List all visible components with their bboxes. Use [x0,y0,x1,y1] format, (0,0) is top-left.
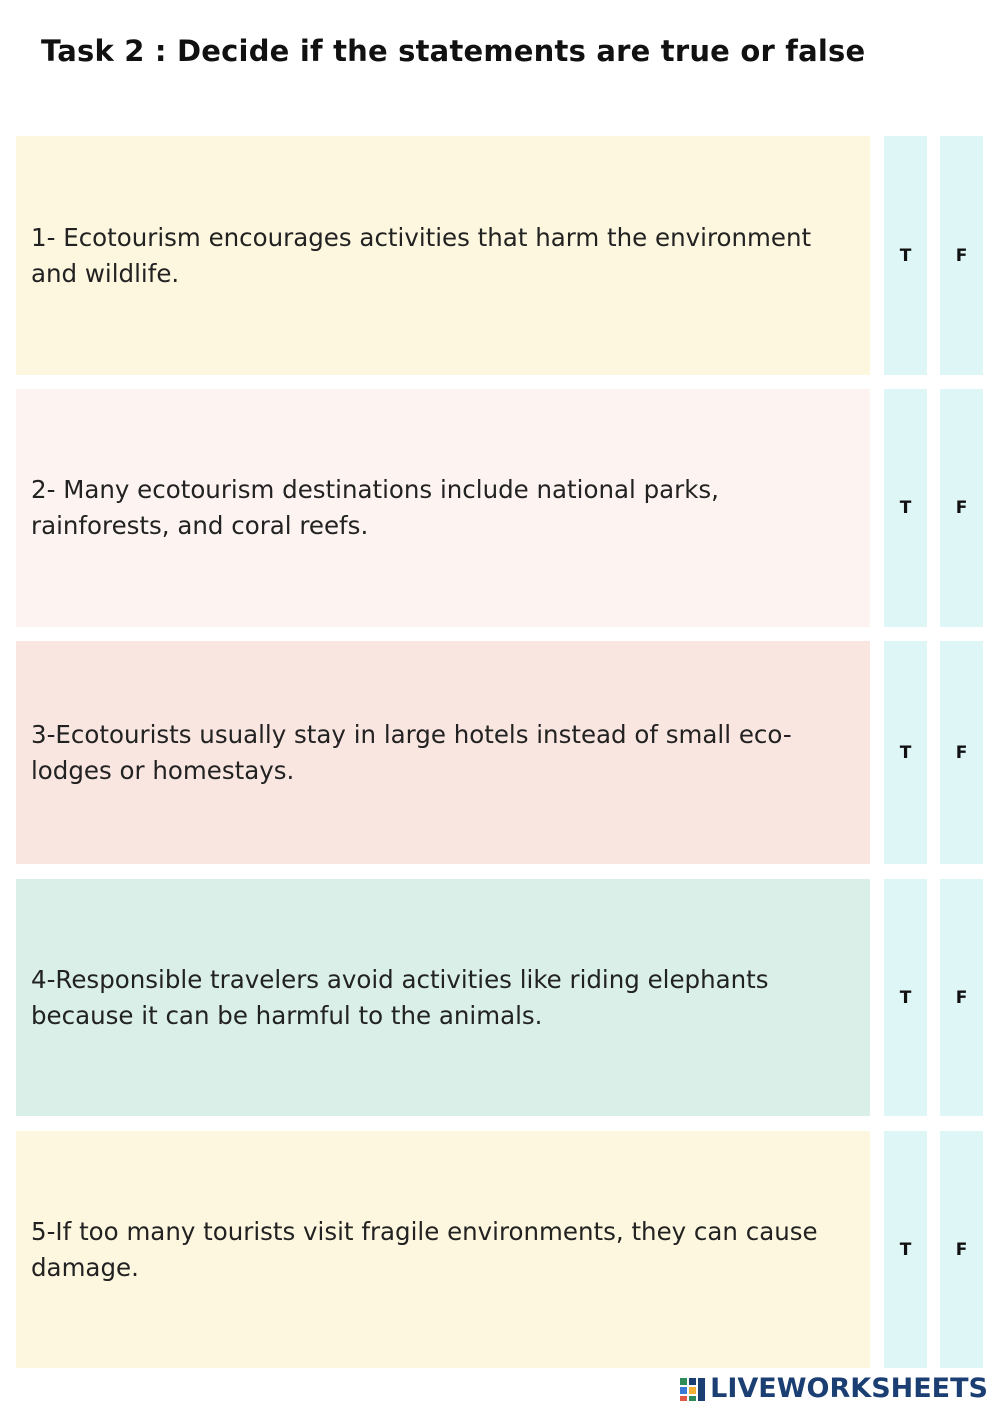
statement-3 [16,641,870,864]
statement-4-false-option[interactable]: F [940,879,983,1116]
statement-4-text: 4-Responsible travelers avoid activities like riding elephants because it can be harmful to the animals. [31,964,769,1030]
statement-2 [16,389,870,627]
statement-2-text: 2- Many ecotourism destinations include national parks, rainforests, and coral reefs. [31,475,719,540]
statement-5-text: 5-If too many tourists visit fragile environments, they can cause damage. [31,1216,818,1282]
page-title: Task 2 : Decide if the statements are true or false [41,34,866,68]
statement-1 [16,136,870,375]
liveworksheets-logo-icon [680,1376,706,1402]
liveworksheets-branding [680,1373,988,1404]
statement-5-false-option[interactable]: F [940,1131,983,1368]
statement-3-text: 3-Ecotourists usually stay in large hotels instead of small eco-lodges or homestays. [31,719,792,785]
statement-3-true-option[interactable]: T [884,641,927,864]
statement-2-true-option[interactable]: T [884,389,927,627]
statement-1-text: 1- Ecotourism encourages activities that harm the environment and wildlife. [31,222,812,288]
statement-1-true-option[interactable]: T [884,136,927,375]
statement-5-true-option[interactable]: T [884,1131,927,1368]
statement-2-false-option[interactable]: F [940,389,983,627]
statement-4 [16,879,870,1116]
statement-1-false-option[interactable]: F [940,136,983,375]
statement-5 [16,1131,870,1368]
brand-name: LIVEWORKSHEETS [710,1373,988,1404]
statement-3-false-option[interactable]: F [940,641,983,864]
statement-4-true-option[interactable]: T [884,879,927,1116]
